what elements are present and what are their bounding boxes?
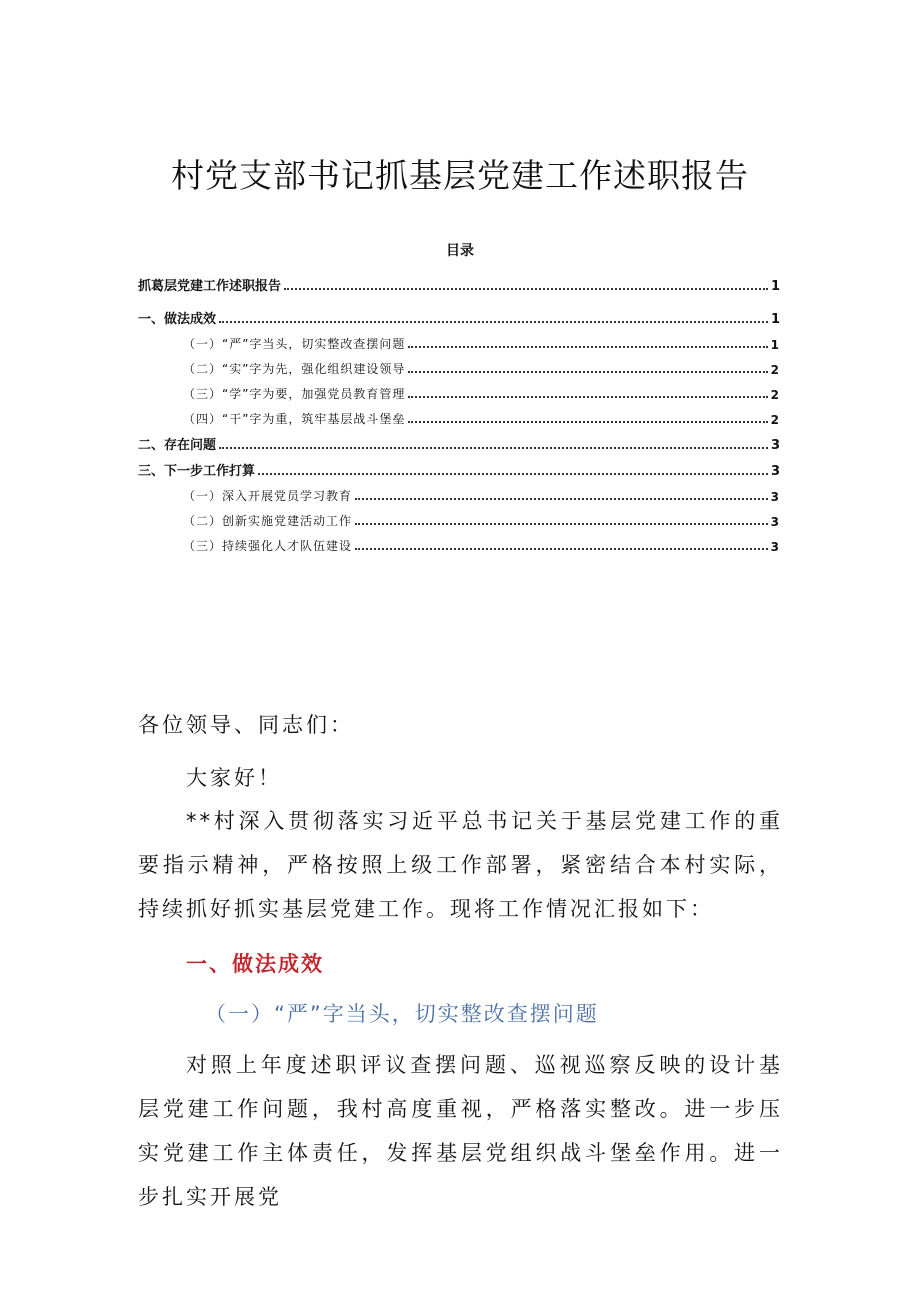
toc-entry-page: 3 <box>770 490 780 504</box>
toc-entry-page: 3 <box>770 464 780 479</box>
toc-leader-dots <box>355 497 768 500</box>
toc-leader-dots <box>408 370 767 373</box>
toc-entry-label: （四）“干”字为重，筑牢基层战斗堡垒 <box>183 412 406 426</box>
toc-entry-page: 2 <box>770 413 780 427</box>
toc-entry[interactable] <box>138 482 780 504</box>
toc-leader-dots <box>408 345 767 348</box>
toc-leader-dots <box>284 287 768 290</box>
toc-entry[interactable] <box>138 355 780 377</box>
toc-entry-label: （一）“严”字当头，切实整改查摆问题 <box>183 337 406 351</box>
toc-entry[interactable] <box>138 272 780 294</box>
document-title: 村党支部书记抓基层党建工作述职报告 <box>171 156 749 195</box>
toc-entry-page: 2 <box>770 388 780 402</box>
toc-entry-label: 一、做法成效 <box>138 312 217 327</box>
toc-entry-page: 2 <box>770 363 780 377</box>
section-paragraph: 对照上年度述职评议查摆问题、巡视巡察反映的设计基层党建工作问题，我村高度重视，严格落实整改。进一步压实党建工作主体责任，发挥基层党组织战斗堡垒作用。进一步扎实开展党 <box>138 1053 783 1209</box>
toc-entry-page: 1 <box>770 312 780 327</box>
toc-entry-page: 3 <box>770 515 780 529</box>
toc-entry[interactable] <box>138 431 780 453</box>
toc-leader-dots <box>219 320 768 323</box>
toc-leader-dots <box>408 420 767 423</box>
salutation: 各位领导、同志们： <box>138 713 354 737</box>
toc-entry-label: 二、存在问题 <box>138 438 217 453</box>
toc-leader-dots <box>408 395 767 398</box>
section-heading: 一、做法成效 <box>186 952 324 976</box>
toc-entry-label: 三、下一步工作打算 <box>138 464 256 479</box>
toc-leader-dots <box>258 472 768 475</box>
toc-leader-dots <box>355 547 768 550</box>
toc-entry-label: （三）“学”字为要，加强党员教育管理 <box>183 387 406 401</box>
toc-entry[interactable] <box>138 507 780 529</box>
greeting: 大家好！ <box>186 766 282 790</box>
intro-paragraph: **村深入贯彻落实习近平总书记关于基层党建工作的重要指示精神，严格按照上级工作部署，紧密结合本村实际，持续抓好抓实基层党建工作。现将工作情况汇报如下： <box>138 809 783 921</box>
toc-heading: 目录 <box>446 243 474 259</box>
toc-entry-page: 1 <box>770 338 780 352</box>
toc-entry-page: 1 <box>770 279 780 294</box>
toc-entry[interactable] <box>138 305 780 327</box>
toc-entry[interactable] <box>138 330 780 352</box>
toc-entry[interactable] <box>138 405 780 427</box>
toc-entry-label: （三）持续强化人才队伍建设 <box>183 539 353 553</box>
toc-entry[interactable] <box>138 380 780 402</box>
toc-entry-label: （二）“实”字为先，强化组织建设领导 <box>183 362 406 376</box>
toc-entry-page: 3 <box>770 540 780 554</box>
toc-entry[interactable] <box>138 532 780 554</box>
toc-entry[interactable] <box>138 457 780 479</box>
toc-entry-label: （一）深入开展党员学习教育 <box>183 489 353 503</box>
subsection-heading: （一）“严”字当头，切实整改查摆问题 <box>205 1002 599 1026</box>
toc-leader-dots <box>355 522 768 525</box>
toc-entry-label: （二）创新实施党建活动工作 <box>183 514 353 528</box>
toc-leader-dots <box>219 446 768 449</box>
toc-entry-page: 3 <box>770 438 780 453</box>
toc-entry-label: 抓葛层党建工作述职报告 <box>138 279 282 294</box>
